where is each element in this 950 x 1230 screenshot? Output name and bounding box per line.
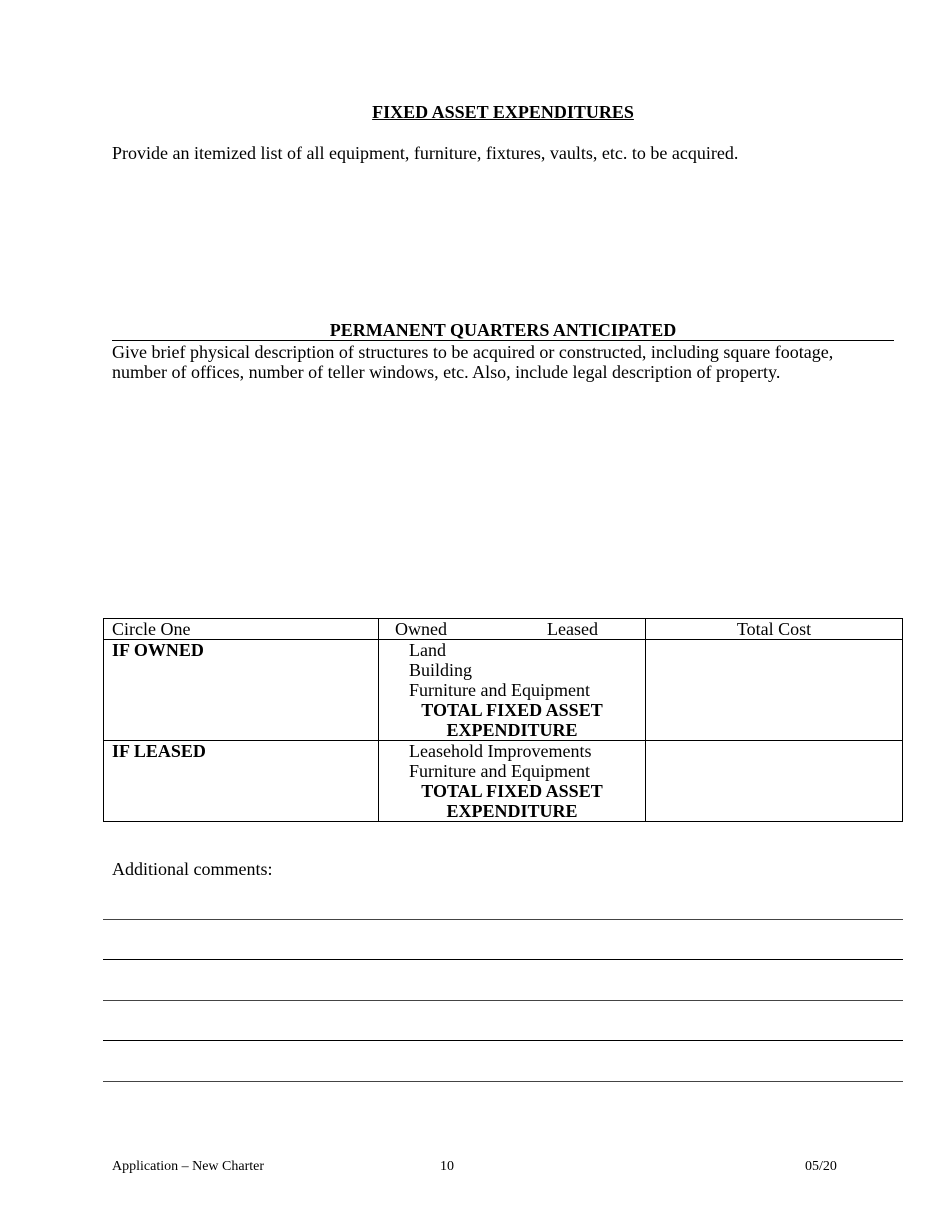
owned-items-cell bbox=[379, 640, 646, 741]
leased-total-cost-field[interactable] bbox=[646, 741, 903, 822]
circle-one-cell: Circle One bbox=[104, 619, 379, 640]
leased-total-label-1: TOTAL FIXED ASSET bbox=[421, 781, 603, 801]
list-item: Leasehold Improvements bbox=[409, 741, 592, 761]
list-item: Furniture and Equipment bbox=[409, 680, 590, 700]
fixed-asset-instruction: Provide an itemized list of all equipment, furniture, fixtures, vaults, etc. to be acquired. bbox=[112, 143, 739, 163]
owned-option[interactable]: Owned bbox=[395, 619, 447, 639]
permanent-quarters-instruction bbox=[112, 342, 872, 382]
comment-line[interactable] bbox=[103, 1000, 903, 1001]
comment-line[interactable] bbox=[103, 1040, 903, 1041]
leased-total-label-2: EXPENDITURE bbox=[446, 801, 578, 821]
fixed-asset-title: FIXED ASSET EXPENDITURES bbox=[372, 102, 634, 122]
list-item: Land bbox=[409, 640, 446, 660]
ownership-choice-cell bbox=[379, 619, 646, 640]
footer-document-name: Application – New Charter bbox=[112, 1159, 265, 1174]
instruction-line-1: Give brief physical description of structures to be acquired or constructed, including square footage, bbox=[112, 342, 834, 362]
comment-line[interactable] bbox=[103, 959, 903, 960]
table-row bbox=[104, 741, 903, 822]
additional-comments-label: Additional comments: bbox=[112, 859, 273, 879]
comment-line[interactable] bbox=[103, 1081, 903, 1082]
owned-total-label-2: EXPENDITURE bbox=[446, 720, 578, 740]
list-item: Building bbox=[409, 660, 473, 680]
table-row bbox=[104, 640, 903, 741]
footer-revision-date: 05/20 bbox=[805, 1159, 837, 1174]
total-cost-header: Total Cost bbox=[646, 619, 903, 640]
permanent-quarters-title: PERMANENT QUARTERS ANTICIPATED bbox=[112, 320, 894, 341]
owned-total-label-1: TOTAL FIXED ASSET bbox=[421, 700, 603, 720]
if-leased-label: IF LEASED bbox=[104, 741, 379, 822]
comment-line[interactable] bbox=[103, 919, 903, 920]
if-owned-label: IF OWNED bbox=[104, 640, 379, 741]
owned-total-cost-field[interactable] bbox=[646, 640, 903, 741]
leased-option[interactable]: Leased bbox=[547, 619, 598, 639]
leased-items-cell bbox=[379, 741, 646, 822]
fixed-asset-cost-table bbox=[103, 618, 903, 822]
footer-page-number: 10 bbox=[440, 1159, 454, 1174]
table-header-row bbox=[104, 619, 903, 640]
instruction-line-2: number of offices, number of teller windows, etc. Also, include legal description of property. bbox=[112, 362, 781, 382]
list-item: Furniture and Equipment bbox=[409, 761, 590, 781]
